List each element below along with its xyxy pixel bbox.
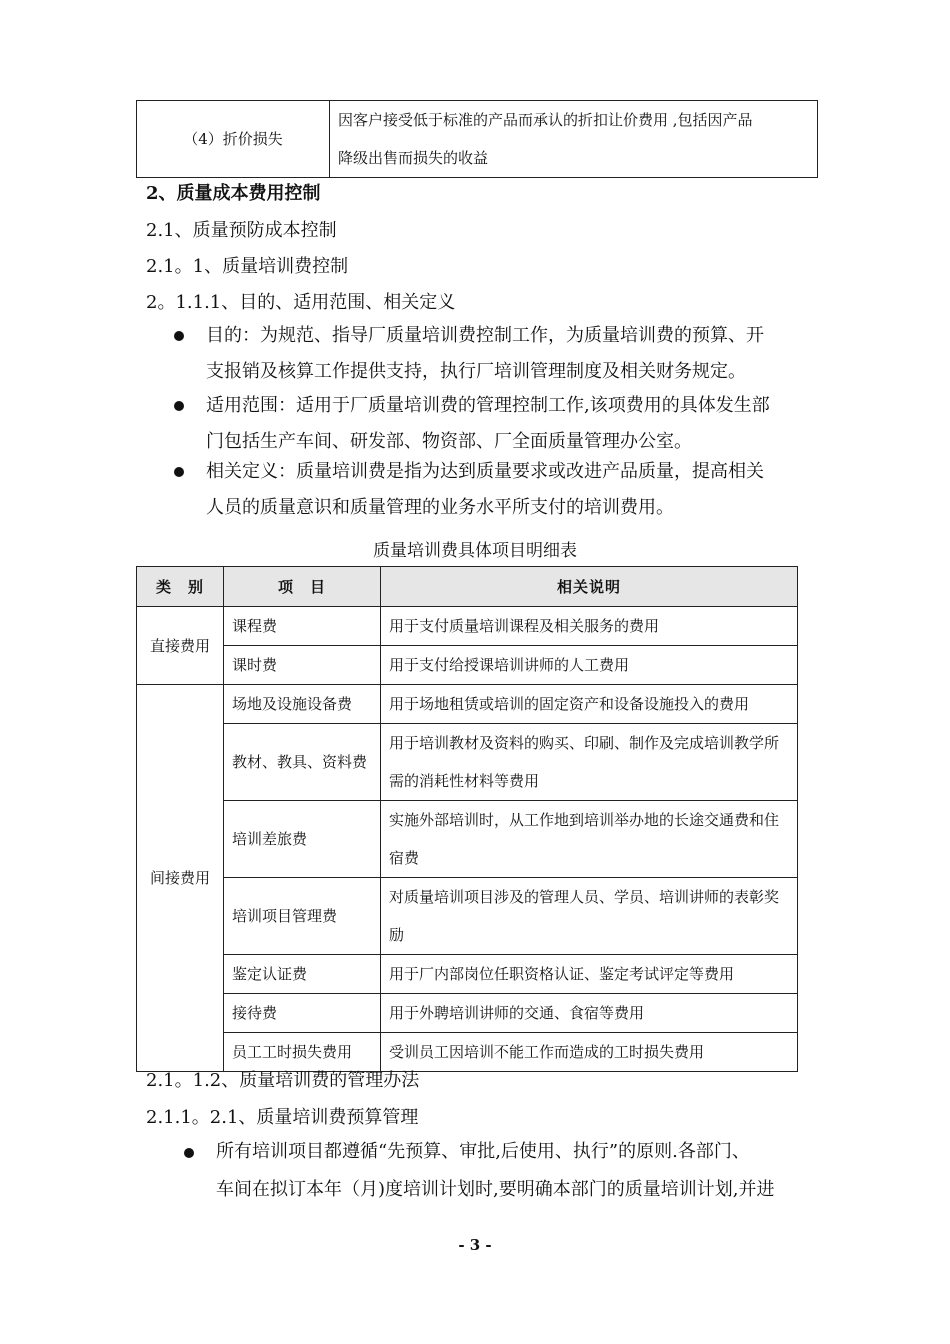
subsection-heading: 2.1。1.2、质量培训费的管理办法 xyxy=(146,1070,420,1091)
list-item xyxy=(184,1134,844,1210)
item-cell: 课程费 xyxy=(224,607,381,646)
bullet-text: 人员的质量意识和质量管理的业务水平所支付的培训费用。 xyxy=(206,497,674,518)
table-row xyxy=(137,801,798,878)
category-cell: 直接费用 xyxy=(137,607,224,685)
table-row xyxy=(137,646,798,685)
desc-cell: 用于厂内部岗位任职资格认证、鉴定考试评定等费用 xyxy=(381,955,798,994)
table-header-row xyxy=(137,567,798,607)
item-cell: 课时费 xyxy=(224,646,381,685)
section-heading: 2、质量成本费用控制 xyxy=(146,183,321,204)
bullet-icon xyxy=(174,331,184,341)
list-item xyxy=(172,456,822,528)
desc-cell: 用于培训教材及资料的购买、印刷、制作及完成培训教学所需的消耗性材料等费用 xyxy=(381,724,798,801)
bullet-icon xyxy=(174,467,184,477)
subsection-heading: 2.1。1、质量培训费控制 xyxy=(146,256,349,277)
bullet-text: 车间在拟订本年（月)度培训计划时,要明确本部门的质量培训计划,并进 xyxy=(216,1179,775,1200)
table-title: 质量培训费具体项目明细表 xyxy=(373,541,577,561)
header-item: 项 目 xyxy=(224,567,381,607)
subsection-heading: 2.1、质量预防成本控制 xyxy=(146,220,337,241)
list-item xyxy=(172,390,822,456)
bullet-list xyxy=(172,318,822,528)
table-cell-desc xyxy=(330,101,818,178)
desc-line: 因客户接受低于标准的产品而承认的折扣让价费用 ,包括因产品 xyxy=(338,111,753,129)
bullet-text: 相关定义：质量培训费是指为达到质量要求或改进产品质量，提高相关 xyxy=(206,461,764,482)
item-cell: 接待费 xyxy=(224,994,381,1033)
bullet-text: 目的：为规范、指导厂质量培训费控制工作，为质量培训费的预算、开 xyxy=(206,325,764,346)
bullet-icon xyxy=(174,401,184,411)
item-cell: 培训差旅费 xyxy=(224,801,381,878)
table-row xyxy=(137,101,818,178)
desc-cell: 用于支付质量培训课程及相关服务的费用 xyxy=(381,607,798,646)
list-item xyxy=(172,318,822,390)
bullet-text: 所有培训项目都遵循“先预算、审批,后使用、执行”的原则.各部门、 xyxy=(216,1141,750,1162)
table-row xyxy=(137,878,798,955)
item-cell: 场地及设施设备费 xyxy=(224,685,381,724)
header-description: 相关说明 xyxy=(381,567,798,607)
table-row xyxy=(137,685,798,724)
desc-cell: 受训员工因培训不能工作而造成的工时损失费用 xyxy=(381,1033,798,1072)
table-row xyxy=(137,994,798,1033)
desc-line: 降级出售而损失的收益 xyxy=(338,149,489,167)
category-cell: 间接费用 xyxy=(137,685,224,1072)
page-number: - 3 - xyxy=(458,1236,492,1254)
table-cell-label: （4）折价损失 xyxy=(137,101,330,178)
table-row xyxy=(137,607,798,646)
bullet-text: 门包括生产车间、研发部、物资部、厂全面质量管理办公室。 xyxy=(206,431,692,452)
loss-table xyxy=(136,100,818,178)
subsection-heading: 2。1.1.1、目的、适用范围、相关定义 xyxy=(146,292,456,313)
desc-cell: 用于支付给授课培训讲师的人工费用 xyxy=(381,646,798,685)
table-row xyxy=(137,1033,798,1072)
desc-cell: 用于场地租赁或培训的固定资产和设备设施投入的费用 xyxy=(381,685,798,724)
bullet-text: 适用范围：适用于厂质量培训费的管理控制工作,该项费用的具体发生部 xyxy=(206,395,770,416)
training-fee-table xyxy=(136,566,798,1072)
item-cell: 教材、教具、资料费 xyxy=(224,724,381,801)
table-row xyxy=(137,724,798,801)
desc-cell: 实施外部培训时，从工作地到培训举办地的长途交通费和住宿费 xyxy=(381,801,798,878)
bullet-icon xyxy=(184,1148,194,1158)
bullet-text: 支报销及核算工作提供支持，执行厂培训管理制度及相关财务规定。 xyxy=(206,361,746,382)
desc-cell: 对质量培训项目涉及的管理人员、学员、培训讲师的表彰奖励 xyxy=(381,878,798,955)
item-cell: 鉴定认证费 xyxy=(224,955,381,994)
item-cell: 培训项目管理费 xyxy=(224,878,381,955)
item-cell: 员工工时损失费用 xyxy=(224,1033,381,1072)
desc-cell: 用于外聘培训讲师的交通、食宿等费用 xyxy=(381,994,798,1033)
subsection-heading: 2.1.1。2.1、质量培训费预算管理 xyxy=(146,1107,419,1128)
header-category: 类 别 xyxy=(137,567,224,607)
table-row xyxy=(137,955,798,994)
